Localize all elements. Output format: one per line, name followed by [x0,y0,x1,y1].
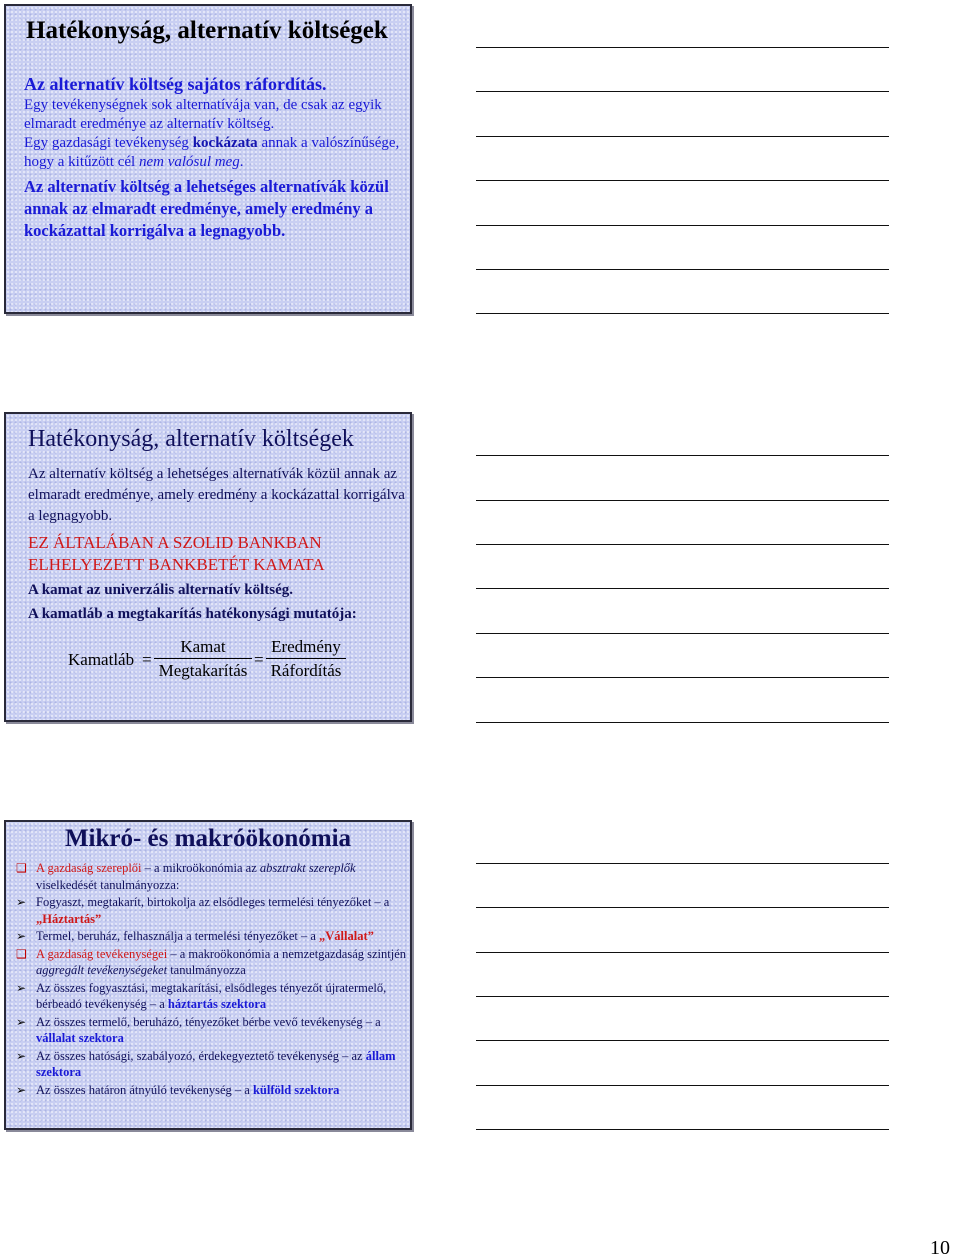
list-item: ➢ Az összes határon átnyúló tevékenység – a külföld szektora [16,1082,340,1097]
formula-lhs: Kamatláb [68,650,135,669]
fraction-1-denominator: Megtakarítás [158,661,248,680]
note-line [476,863,889,864]
note-line [476,500,889,501]
arrow-bullet-icon: ➢ [16,1048,27,1063]
list-item: ➢ Fogyaszt, megtakarít, birtokolja az elsődleges termelési tényezőket – a „Háztartás” [16,895,390,926]
note-line [476,544,889,545]
note-line [476,633,889,634]
note-line [476,91,889,92]
slide-1-title: Hatékonyság, alternatív költségek [26,17,388,44]
list-item: ➢ Az összes termelő, beruházó, tényezőket bérbe vevő tevékenység – a vállalat szektora [16,1014,381,1045]
list-item: ❑ A gazdaság szereplői – a mikroökonómia az absztrakt szereplők viselkedését tanulmányozza: [16,861,356,892]
slide-1-subhead: Az alternatív költség sajátos ráfordítás. [24,74,327,94]
slide-1-body [24,72,408,242]
note-line [476,1040,889,1041]
note-line [476,722,889,723]
slide-2-title: Hatékonyság, alternatív költségek [28,426,354,452]
note-line [476,269,889,270]
note-line [476,225,889,226]
arrow-bullet-icon: ➢ [16,980,27,995]
slide-3-title: Mikró- és makróökonómia [64,825,352,852]
slide-3 [4,820,412,1130]
note-line [476,313,889,314]
slide-2-paragraph-1: Az alternatív költség a lehetséges alternatívák közül annak az elmaradt eredménye, amely eredmény a kockázattal korrigálva a legnagyobb. [28,466,405,524]
note-line [476,588,889,589]
fraction-1-numerator: Kamat [180,637,226,656]
slide-2-caps-text: EZ ÁLTALÁBAN A SZOLID BANKBAN ELHELYEZETT BANKBETÉT KAMATA [28,533,325,574]
slide-1 [4,4,412,314]
page-number: 10 [930,1237,950,1259]
note-line [476,180,889,181]
list-item: ➢ Az összes hatósági, szabályozó, érdekegyeztető tevékenység – az állam szektora [16,1048,396,1079]
square-bullet-icon: ❑ [16,861,27,875]
square-bullet-icon: ❑ [16,946,27,961]
interest-rate-formula [68,636,368,696]
note-line [476,47,889,48]
arrow-bullet-icon: ➢ [16,895,27,909]
arrow-bullet-icon: ➢ [16,929,27,943]
slide-1-paragraph-2: Egy gazdasági tevékenység kockázata annak a valószínűsége, hogy a kitűzött cél nem valósul meg. [24,135,400,170]
formula-fraction-1 [154,636,252,683]
arrow-bullet-icon: ➢ [16,1082,27,1097]
note-line [476,455,889,456]
formula-fraction-2 [266,636,346,683]
note-line [476,136,889,137]
formula-equals-1: = [142,650,152,669]
list-item: ➢ Az összes fogyasztási, megtakarítási, elsődleges tényezőt újratermelő, bérbeadó tevékenység – a háztartás szektora [16,980,387,1011]
note-line [476,952,889,953]
note-line [476,677,889,678]
slide-1-paragraph-3: Az alternatív költség a lehetséges alternatívák közül annak az elmaradt eredménye, amely eredmény a kockázattal korrigálva a legnagyobb. [24,177,389,240]
note-line [476,1085,889,1086]
fraction-2-denominator: Ráfordítás [270,661,342,680]
list-item: ➢ Termel, beruház, felhasználja a termelési tényezőket – a „Vállalat” [16,929,374,943]
arrow-bullet-icon: ➢ [16,1014,27,1029]
note-line [476,1129,889,1130]
slide-2-bold-line-1: A kamat az univerzális alternatív költség. [28,582,293,598]
formula-equals-2: = [254,650,264,669]
note-line [476,996,889,997]
slide-1-paragraph-1: Egy tevékenységnek sok alternatívája van, de csak az egyik elmaradt eredménye az alternatív költség. [24,97,382,132]
list-item: ❑ A gazdaság tevékenységei – a makroökonómia a nemzetgazdaság szintjén aggregált tevékenységeket tanulmányozza [16,946,407,977]
fraction-2-numerator: Eredmény [271,637,341,656]
slide-2 [4,412,412,722]
slide-2-bold-line-2: A kamatláb a megtakarítás hatékonysági mutatója: [28,606,357,622]
slide-3-list [16,860,406,1099]
slide-2-body [28,464,406,624]
note-line [476,907,889,908]
